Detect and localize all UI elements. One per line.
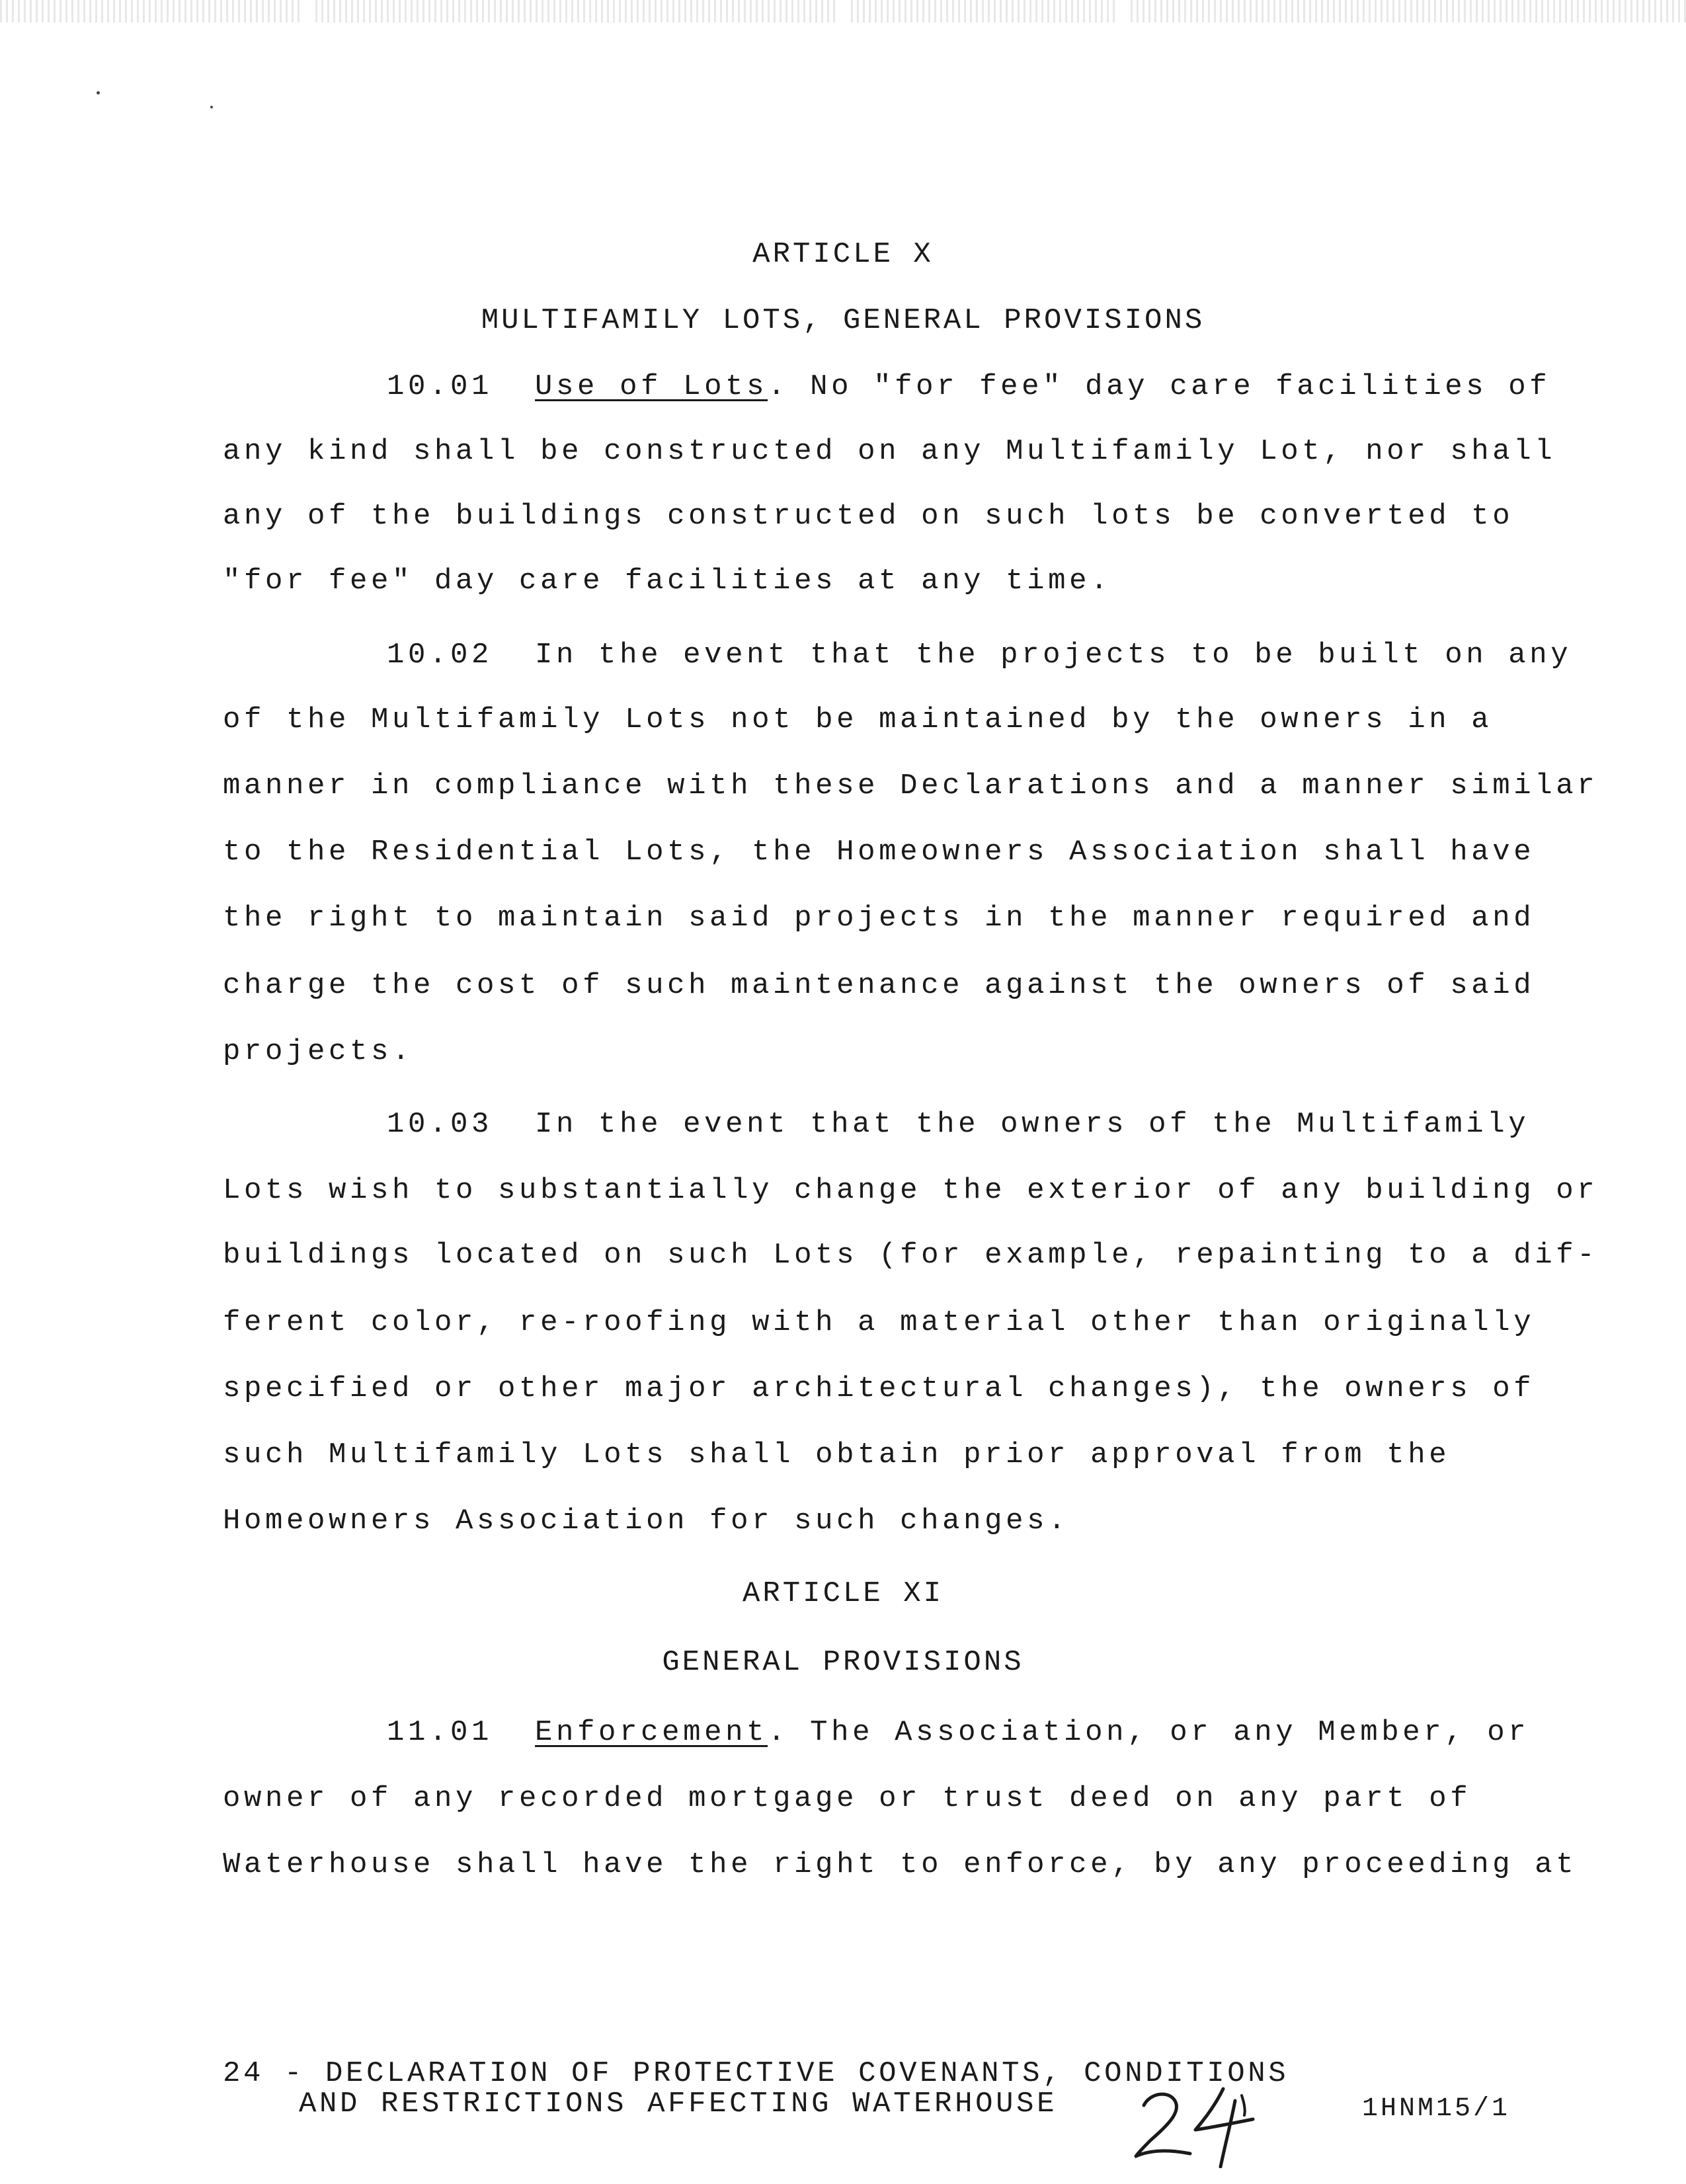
section-text: In the event that the owners of the Multifamily	[535, 1108, 1530, 1141]
text-line: Lots wish to substantially change the exterior of any building or	[223, 1174, 1599, 1207]
section-number: 10.03	[387, 1108, 493, 1141]
scan-gap	[1117, 0, 1129, 22]
section-caption: Use of Lots	[535, 370, 768, 403]
section-10-03-line	[387, 1108, 1529, 1141]
text-line: charge the cost of such maintenance against the owners of said	[223, 969, 1535, 1002]
text-line: owner of any recorded mortgage or trust deed on any part of	[223, 1782, 1472, 1815]
footer-title-line1: 24 - DECLARATION OF PROTECTIVE COVENANTS, CONDITIONS	[223, 2057, 1289, 2090]
text-line: specified or other major architectural changes), the owners of	[223, 1372, 1535, 1405]
footer-title-line2: AND RESTRICTIONS AFFECTING WATERHOUSE	[299, 2087, 1058, 2121]
section-number: 10.01	[387, 370, 493, 403]
article-x-title: ARTICLE X	[752, 238, 934, 271]
section-text: In the event that the projects to be built on any	[535, 639, 1572, 672]
scan-gap	[301, 0, 314, 22]
article-x-subtitle: MULTIFAMILY LOTS, GENERAL PROVISIONS	[481, 304, 1205, 337]
text-line: of the Multifamily Lots not be maintained by the owners in a	[223, 703, 1493, 736]
scan-speck	[210, 106, 213, 108]
text-line: Waterhouse shall have the right to enforce, by any proceeding at	[223, 1848, 1578, 1881]
text-line: buildings located on such Lots (for example, repainting to a dif-	[223, 1239, 1599, 1272]
text-line: Homeowners Association for such changes.	[223, 1504, 1070, 1538]
text-line: the right to maintain said projects in the manner required and	[223, 902, 1535, 935]
text-line: any of the buildings constructed on such lots be converted to	[223, 500, 1514, 533]
section-text: . The Association, or any Member, or	[768, 1716, 1530, 1749]
text-line: projects.	[223, 1035, 414, 1068]
text-line: ferent color, re-roofing with a material other than originally	[223, 1306, 1535, 1339]
section-caption: Enforcement	[535, 1716, 768, 1749]
scan-gap	[836, 0, 851, 22]
handwritten-page-number	[1124, 2076, 1276, 2168]
text-line: "for fee" day care facilities at any time.	[223, 565, 1112, 598]
section-number: 10.02	[387, 639, 493, 672]
text-line: such Multifamily Lots shall obtain prior approval from the	[223, 1438, 1451, 1471]
section-11-01-line	[387, 1716, 1529, 1749]
article-xi-title: ARTICLE XI	[742, 1577, 944, 1610]
scan-speck	[97, 91, 100, 95]
section-10-01-line	[387, 370, 1550, 403]
text-line: to the Residential Lots, the Homeowners Association shall have	[223, 836, 1535, 869]
section-text: . No "for fee" day care facilities of	[768, 370, 1551, 403]
document-code: 1HNM15/1	[1362, 2094, 1511, 2124]
text-line: manner in compliance with these Declarations and a manner similar	[223, 769, 1599, 802]
section-10-02-line	[387, 639, 1572, 672]
section-number: 11.01	[387, 1716, 493, 1749]
article-xi-subtitle: GENERAL PROVISIONS	[662, 1646, 1024, 1679]
text-line: any kind shall be constructed on any Multifamily Lot, nor shall	[223, 435, 1556, 468]
